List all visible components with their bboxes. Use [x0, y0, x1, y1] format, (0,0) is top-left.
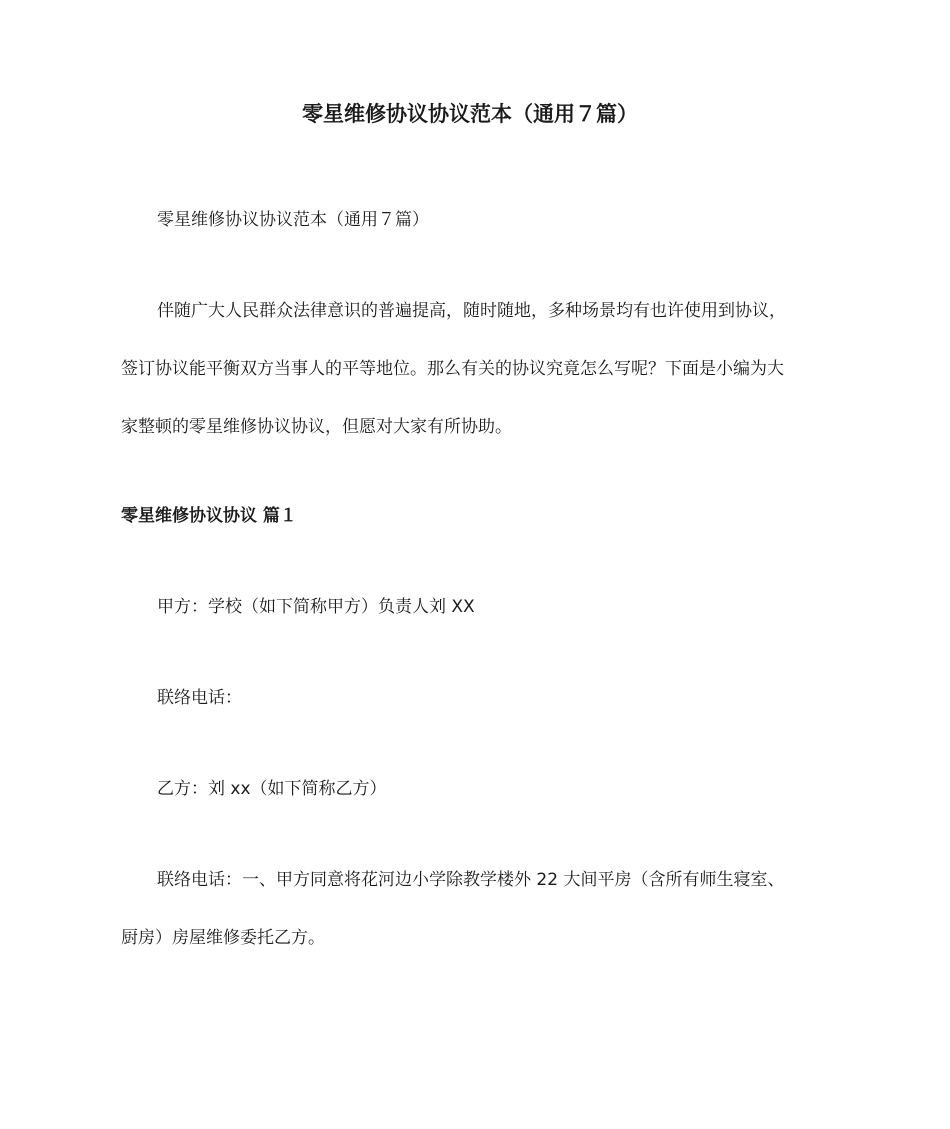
party-b-paragraph: 乙方：刘 xx（如下简称乙方） — [157, 779, 387, 799]
section-heading: 零星维修协议协议 篇１ — [121, 506, 297, 526]
clause-block — [121, 851, 831, 967]
clause-line-2: 厨房）房屋维修委托乙方。 — [121, 928, 325, 948]
subtitle-paragraph: 零星维修协议协议范本（通用７篇） — [157, 210, 429, 230]
section-heading-block — [121, 487, 831, 545]
party-b-block — [121, 760, 831, 818]
intro-line-2: 签订协议能平衡双方当事人的平等地位。那么有关的协议究竟怎么写呢？下面是小编为大 — [121, 359, 784, 379]
intro-line-3: 家整顿的零星维修协议协议，但愿对大家有所协助。 — [121, 417, 512, 437]
phone-a-paragraph: 联络电话： — [157, 688, 242, 708]
clause-line-1: 联络电话：一、甲方同意将花河边小学除教学楼外 22 大间平房（含所有师生寝室、 — [157, 870, 785, 890]
party-a-block — [121, 578, 831, 636]
intro-block — [121, 282, 831, 456]
intro-line-1: 伴随广大人民群众法律意识的普遍提高，随时随地，多种场景均有也许使用到协议， — [157, 301, 786, 321]
phone-a-block — [121, 669, 831, 727]
document-title: 零星维修协议协议范本（通用７篇） — [302, 102, 638, 126]
subtitle-block — [121, 191, 831, 249]
party-a-paragraph: 甲方：学校（如下简称甲方）负责人刘 XX — [157, 597, 475, 617]
